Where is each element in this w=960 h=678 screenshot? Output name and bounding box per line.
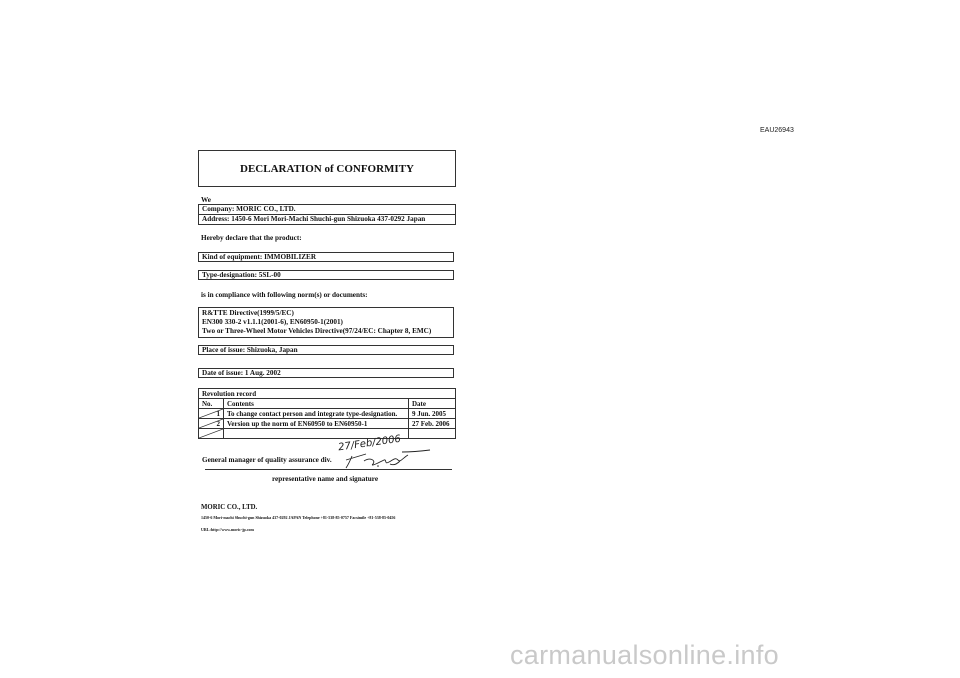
document-code: EAU26943: [760, 127, 794, 134]
footer-url: URL:http://www.moric-jp.com: [201, 527, 254, 532]
signature-caption: representative name and signature: [272, 475, 379, 483]
diagonal-mark-icon: [199, 429, 223, 438]
signature-line: [205, 469, 452, 470]
company-box: [198, 204, 456, 225]
date-of-issue: Date of issue: 1 Aug. 2002: [198, 368, 454, 378]
address-line: Address: 1450-6 Mori Mori-Machi Shuchi-gun Shizuoka 437-0292 Japan: [202, 215, 426, 223]
signature-image: [340, 448, 432, 470]
header-contents: Contents: [224, 399, 409, 409]
company-line: Company: MORIC CO., LTD.: [199, 205, 455, 215]
row-date: [409, 429, 456, 439]
equipment-kind: Kind of equipment: IMMOBILIZER: [198, 252, 454, 262]
table-row: [199, 429, 456, 439]
revision-table: [198, 388, 456, 439]
compliance-text: is in compliance with following norm(s) or documents:: [201, 291, 368, 299]
norms-box: [198, 307, 454, 338]
manager-title: General manager of quality assurance div.: [202, 456, 332, 464]
header-date: Date: [409, 399, 456, 409]
we-label: We: [201, 196, 211, 204]
place-of-issue: Place of issue: Shizuoka, Japan: [198, 345, 454, 355]
revision-title: Revolution record: [199, 389, 456, 399]
table-row: [199, 409, 456, 419]
row-date: 9 Jun. 2005: [409, 409, 456, 419]
declaration-title: DECLARATION of CONFORMITY: [198, 150, 456, 187]
row-contents: Version up the norm of EN60950 to EN60950-1: [224, 419, 409, 429]
type-designation: Type-designation: 5SL-00: [198, 270, 454, 280]
header-no: No.: [199, 399, 224, 409]
declare-text: Hereby declare that the product:: [201, 234, 302, 242]
footer-company: MORIC CO., LTD.: [201, 504, 258, 511]
row-date: 27 Feb. 2006: [409, 419, 456, 429]
footer-address: 1450-6 Mori-machi Shuchi-gun Shizuoka 437-0292 JAPAN Telephone +81-538-85-0757 Facsimile +81-538-85-0456: [201, 515, 396, 520]
norm-item: R&TTE Directive(1999/5/EC): [202, 309, 294, 317]
table-row: [199, 419, 456, 429]
norm-item: Two or Three-Wheel Motor Vehicles Directive(97/24/EC: Chapter 8, EMC): [202, 327, 432, 335]
watermark: carmanualsonline.info: [510, 640, 779, 670]
row-contents: To change contact person and integrate type-designation.: [224, 409, 409, 419]
handwritten-date: 27/Feb/2006: [337, 433, 402, 454]
row-number: 2: [216, 419, 220, 428]
row-number: 1: [216, 409, 220, 418]
norm-item: EN300 330-2 v1.1.1(2001-6), EN60950-1(2001): [202, 318, 343, 326]
